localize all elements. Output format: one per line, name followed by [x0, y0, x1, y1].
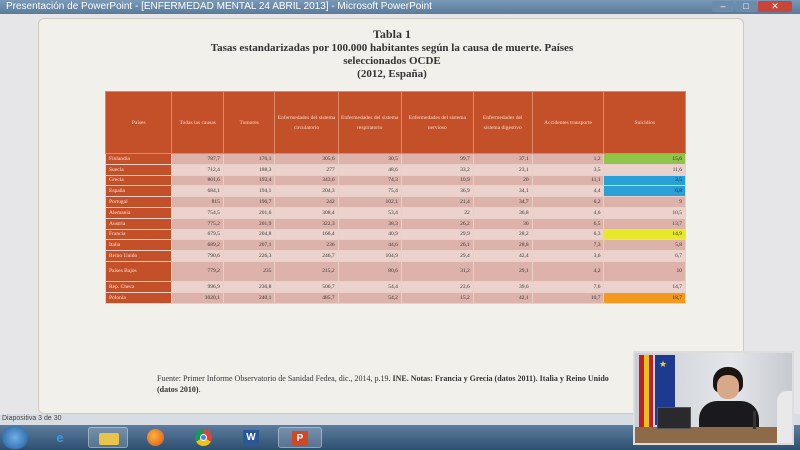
- value-cell: 188,3: [223, 164, 274, 175]
- slide-counter: Diapositiva 3 de 30: [2, 415, 62, 422]
- value-cell: 712,4: [172, 164, 223, 175]
- value-cell: 29,1: [473, 261, 532, 281]
- value-cell: 1020,1: [172, 292, 223, 303]
- value-cell: 196,7: [223, 197, 274, 208]
- value-cell: 34,1: [473, 186, 532, 197]
- country-cell: Rep. Checa: [106, 281, 172, 292]
- value-cell: 194,1: [223, 186, 274, 197]
- source-notes: INE. Notas: Francia y Grecia (datos 2011). Italia y Reino Unido (datos 2010): [157, 374, 609, 394]
- value-cell: 54,4: [338, 281, 401, 292]
- value-cell: 790,6: [172, 251, 223, 262]
- value-cell: 305,6: [275, 154, 338, 165]
- value-cell: 36,8: [473, 207, 532, 218]
- country-cell: España: [106, 186, 172, 197]
- value-cell: 246,7: [275, 251, 338, 262]
- value-cell: 11,1: [532, 175, 604, 186]
- value-cell: 779,2: [172, 261, 223, 281]
- value-cell: 236: [275, 240, 338, 251]
- column-header: Enfermedades del sistema respiratorio: [338, 92, 401, 154]
- desk: [635, 427, 794, 445]
- column-header: Tumores: [223, 92, 274, 154]
- value-cell: 18,7: [604, 292, 686, 303]
- value-cell: 80,6: [338, 261, 401, 281]
- value-cell: 31,2: [401, 261, 473, 281]
- value-cell: 226,3: [223, 251, 274, 262]
- country-cell: Francia: [106, 229, 172, 240]
- speaker-face: [717, 375, 739, 399]
- value-cell: 3,5: [532, 164, 604, 175]
- country-cell: Grecia: [106, 175, 172, 186]
- value-cell: 21,4: [401, 197, 473, 208]
- value-cell: 506,7: [275, 281, 338, 292]
- table-row: [106, 218, 686, 229]
- value-cell: 30,5: [338, 154, 401, 165]
- chrome-taskbar-button[interactable]: [190, 427, 218, 448]
- value-cell: 7,3: [532, 240, 604, 251]
- value-cell: 29,9: [401, 229, 473, 240]
- value-cell: 42,1: [473, 292, 532, 303]
- value-cell: 42,4: [473, 251, 532, 262]
- value-cell: 4,6: [532, 207, 604, 218]
- value-cell: 5,8: [604, 240, 686, 251]
- value-cell: 485,7: [275, 292, 338, 303]
- value-cell: 53,4: [338, 207, 401, 218]
- value-cell: 10,7: [532, 292, 604, 303]
- value-cell: 28,2: [473, 229, 532, 240]
- value-cell: 14,7: [604, 281, 686, 292]
- value-cell: 176,1: [223, 154, 274, 165]
- value-cell: 26,1: [401, 240, 473, 251]
- table-row: [106, 229, 686, 240]
- table-row: [106, 207, 686, 218]
- value-cell: 6,3: [532, 229, 604, 240]
- country-cell: Polonia: [106, 292, 172, 303]
- table-subtitle-line3: (2012, España): [357, 68, 427, 80]
- value-cell: 20: [473, 175, 532, 186]
- laptop: [657, 407, 691, 429]
- country-cell: Suecia: [106, 164, 172, 175]
- column-header: Enfermedades del sistema nervioso: [401, 92, 473, 154]
- column-header: Suicidios: [604, 92, 686, 154]
- value-cell: 6,7: [604, 251, 686, 262]
- country-cell: Países Bajos: [106, 261, 172, 281]
- value-cell: 201,6: [223, 207, 274, 218]
- value-cell: 10,5: [604, 207, 686, 218]
- country-cell: Alemania: [106, 207, 172, 218]
- country-cell: Reino Unido: [106, 251, 172, 262]
- value-cell: 23,1: [473, 164, 532, 175]
- value-cell: 204,8: [223, 229, 274, 240]
- value-cell: 14,9: [604, 229, 686, 240]
- value-cell: 39,6: [473, 281, 532, 292]
- value-cell: 26,2: [401, 218, 473, 229]
- table-row: [106, 154, 686, 165]
- column-header: Países: [106, 92, 172, 154]
- value-cell: 3,6: [532, 251, 604, 262]
- mortality-table: [105, 91, 686, 304]
- table-row: [106, 164, 686, 175]
- country-cell: Portugal: [106, 197, 172, 208]
- value-cell: 13,7: [604, 218, 686, 229]
- table-subtitle-line2: seleccionados OCDE: [343, 55, 441, 67]
- value-cell: 4,2: [532, 261, 604, 281]
- value-cell: 28,8: [473, 240, 532, 251]
- value-cell: 10,9: [401, 175, 473, 186]
- chrome-icon-center: [200, 434, 207, 441]
- title-bar: [0, 0, 800, 14]
- source-note: [157, 373, 627, 395]
- value-cell: 6,8: [604, 186, 686, 197]
- value-cell: 22: [401, 207, 473, 218]
- value-cell: 815: [172, 197, 223, 208]
- webcam-overlay: [633, 351, 794, 445]
- value-cell: 75,4: [338, 186, 401, 197]
- value-cell: 277: [275, 164, 338, 175]
- value-cell: 33,2: [401, 164, 473, 175]
- value-cell: 6,5: [532, 218, 604, 229]
- value-cell: 308,4: [275, 207, 338, 218]
- microphone: [753, 411, 756, 429]
- country-cell: Italia: [106, 240, 172, 251]
- value-cell: 236,8: [223, 281, 274, 292]
- value-cell: 684,1: [172, 186, 223, 197]
- table-row: [106, 292, 686, 303]
- value-cell: 689,2: [172, 240, 223, 251]
- value-cell: 240,1: [223, 292, 274, 303]
- value-cell: 102,1: [338, 197, 401, 208]
- value-cell: 207,1: [223, 240, 274, 251]
- value-cell: 40,9: [338, 229, 401, 240]
- slide-title: [39, 27, 745, 81]
- value-cell: 215,2: [275, 261, 338, 281]
- file-explorer-taskbar-button[interactable]: [88, 427, 128, 448]
- word-taskbar-button[interactable]: [238, 427, 266, 448]
- value-cell: 343,6: [275, 175, 338, 186]
- country-cell: Finlandia: [106, 154, 172, 165]
- table-row: [106, 197, 686, 208]
- value-cell: 201,9: [223, 218, 274, 229]
- value-cell: 10: [604, 261, 686, 281]
- table-header-row: [106, 92, 686, 154]
- value-cell: 11,6: [604, 164, 686, 175]
- column-header: Enfermedades del sistema circulatorio: [275, 92, 338, 154]
- column-header: Accidentes transporte: [532, 92, 604, 154]
- minimize-button[interactable]: ‒: [712, 1, 734, 12]
- table-row: [106, 240, 686, 251]
- value-cell: 204,3: [275, 186, 338, 197]
- value-cell: 996,9: [172, 281, 223, 292]
- table-subtitle-line1: Tasas estandarizadas por 100.000 habitantes según la causa de muerte. Países: [210, 42, 574, 54]
- value-cell: 30: [473, 218, 532, 229]
- value-cell: 322,3: [275, 218, 338, 229]
- table-row: [106, 261, 686, 281]
- table-row: [106, 175, 686, 186]
- value-cell: 15,2: [401, 292, 473, 303]
- close-button[interactable]: ✕: [758, 1, 792, 12]
- value-cell: 36,9: [401, 186, 473, 197]
- firefox-taskbar-button[interactable]: [142, 427, 170, 448]
- value-cell: 29,4: [401, 251, 473, 262]
- value-cell: 48,6: [338, 164, 401, 175]
- value-cell: 54,2: [338, 292, 401, 303]
- powerpoint-taskbar-button[interactable]: [278, 427, 322, 448]
- value-cell: 104,9: [338, 251, 401, 262]
- value-cell: 242: [275, 197, 338, 208]
- value-cell: 9: [604, 197, 686, 208]
- internet-explorer-icon[interactable]: e: [56, 430, 64, 445]
- powerpoint-icon: P: [292, 431, 308, 446]
- start-button[interactable]: [2, 426, 28, 449]
- value-cell: 38,3: [338, 218, 401, 229]
- maximize-button[interactable]: □: [735, 1, 757, 12]
- value-cell: 193,4: [223, 175, 274, 186]
- value-cell: 99,7: [401, 154, 473, 165]
- folder-icon: [99, 433, 119, 445]
- value-cell: 166,4: [275, 229, 338, 240]
- value-cell: 679,5: [172, 229, 223, 240]
- value-cell: 754,5: [172, 207, 223, 218]
- value-cell: 37,1: [473, 154, 532, 165]
- value-cell: 3,5: [604, 175, 686, 186]
- table-row: [106, 186, 686, 197]
- second-person: [777, 391, 794, 445]
- country-cell: Austria: [106, 218, 172, 229]
- value-cell: 44,6: [338, 240, 401, 251]
- value-cell: 34,7: [473, 197, 532, 208]
- column-header: Todas las causas: [172, 92, 223, 154]
- value-cell: 1,2: [532, 154, 604, 165]
- value-cell: 15,6: [604, 154, 686, 165]
- column-header: Enfermedades del sistema digestivo: [473, 92, 532, 154]
- window-title: Presentación de PowerPoint - [ENFERMEDAD MENTAL 24 ABRIL 2013] - Microsoft PowerPoint: [6, 1, 432, 12]
- value-cell: 4,4: [532, 186, 604, 197]
- value-cell: 801,6: [172, 175, 223, 186]
- table-row: [106, 281, 686, 292]
- firefox-icon: [147, 429, 164, 446]
- source-prefix: Fuente: Primer Informe Observatorio de Sanidad Fedea, dic., 2014, p.19.: [157, 374, 393, 383]
- value-cell: 23,6: [401, 281, 473, 292]
- table-row: [106, 251, 686, 262]
- value-cell: 787,7: [172, 154, 223, 165]
- value-cell: 74,3: [338, 175, 401, 186]
- value-cell: 7,6: [532, 281, 604, 292]
- value-cell: 6,2: [532, 197, 604, 208]
- word-icon: W: [243, 430, 259, 445]
- source-suffix: .: [198, 385, 201, 394]
- table-title: Tabla 1: [373, 27, 411, 41]
- value-cell: 235: [223, 261, 274, 281]
- value-cell: 775,2: [172, 218, 223, 229]
